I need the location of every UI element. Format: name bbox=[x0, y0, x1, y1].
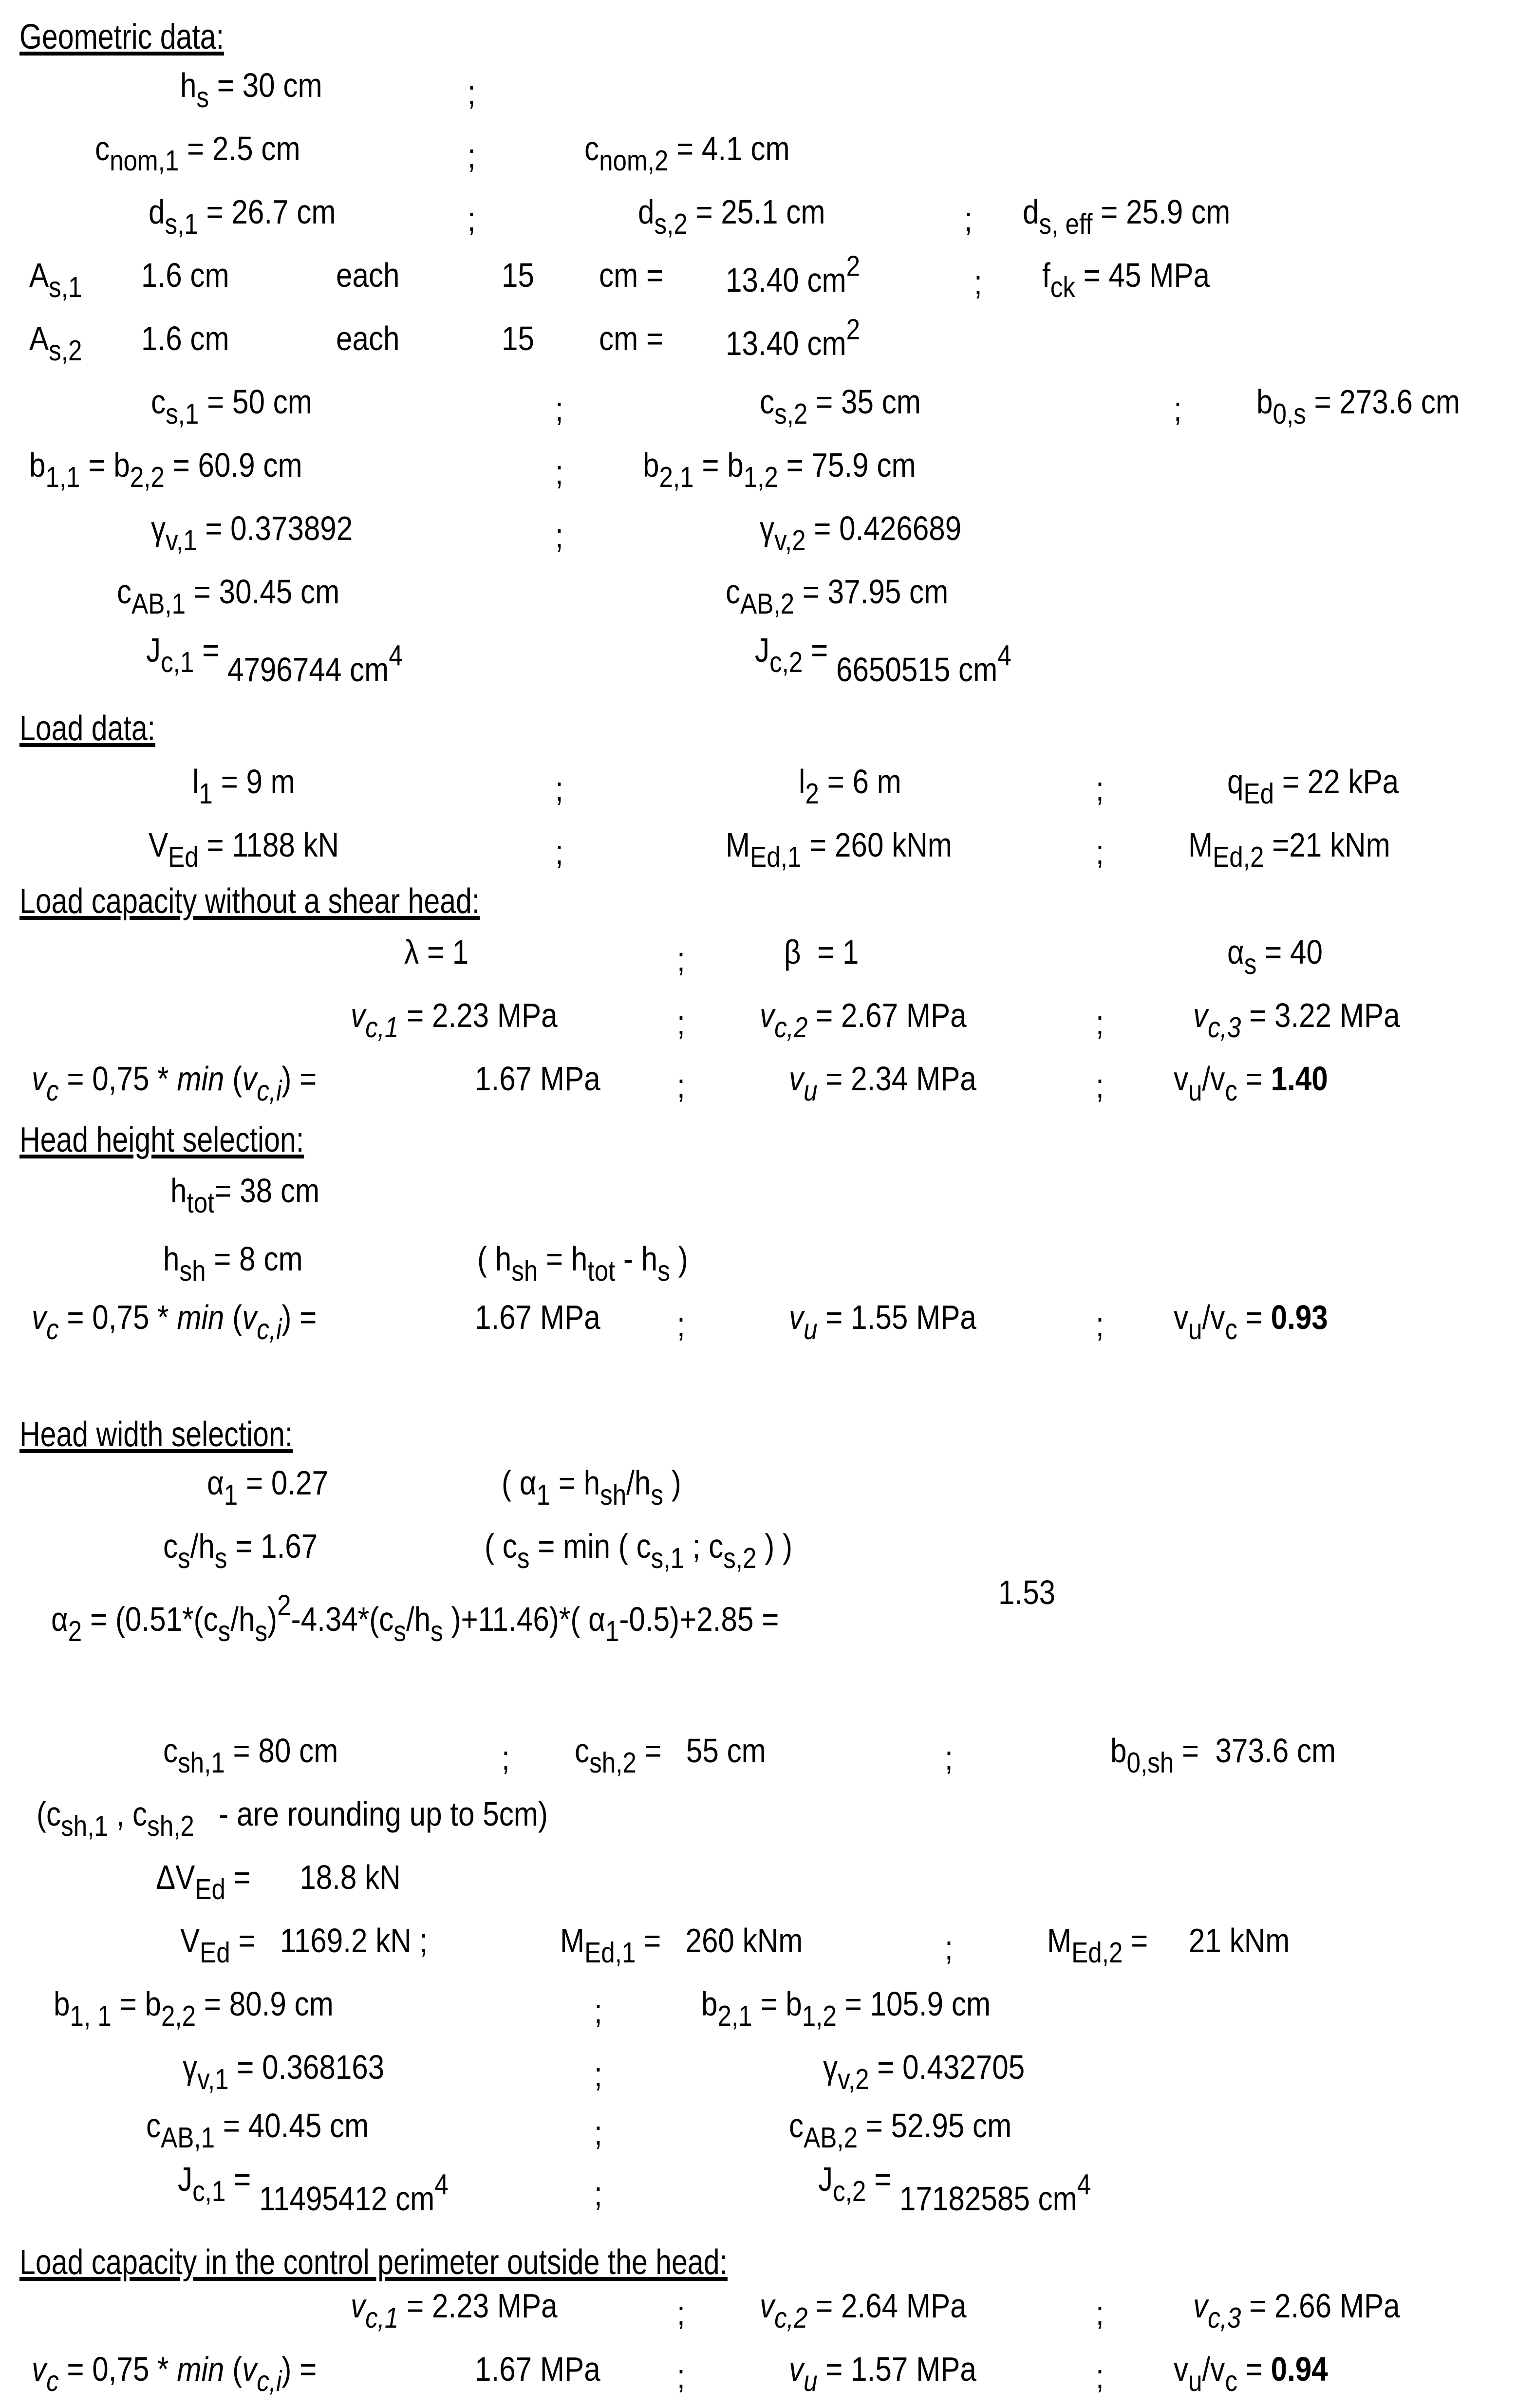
separator: ; bbox=[1096, 1004, 1104, 1042]
as1-each: each bbox=[336, 256, 400, 294]
separator: ; bbox=[594, 2175, 602, 2213]
alpha-s-value: $\alpha_s = 40$ bbox=[1227, 933, 1323, 980]
separator: ; bbox=[468, 74, 476, 112]
as2-area: 13.40 $cm^2$ bbox=[726, 313, 861, 362]
separator: ; bbox=[1174, 390, 1182, 428]
separator: ; bbox=[555, 770, 563, 808]
gamma-v2-head-value: $\gamma_{v,2} = 0.432705$ bbox=[823, 2048, 1025, 2095]
as2-label: $A_{s,2}$ bbox=[29, 319, 82, 367]
alpha1-formula: ( $\alpha_1 = h_{sh}/h_s$ ) bbox=[502, 1464, 681, 1511]
b11-head-value: $b_{1, 1} = b_{2,2} = 80.9$ cm bbox=[54, 1985, 334, 2032]
csh1-value: $c_{sh,1} = 80$ cm bbox=[163, 1732, 338, 1779]
lambda-value: λ = 1 bbox=[404, 933, 469, 971]
cab1-value: $c_{AB,1} = 30.45$ cm bbox=[117, 573, 340, 620]
separator: ; bbox=[1096, 2357, 1104, 2395]
jc1-head-value: $J_{c,1} = 11495412$ $cm^4$ bbox=[178, 2160, 449, 2218]
separator: ; bbox=[677, 1067, 685, 1105]
ved-value: $V_{Ed} = 1188$ kN bbox=[149, 826, 339, 873]
section-no-shear-head: Load capacity without a shear head: bbox=[19, 882, 480, 921]
beta-value: β = 1 bbox=[784, 933, 859, 971]
cs-formula: ( $c_s = \min$ ( $c_{s,1}$ ; $c_{s,2}$ ) ) bbox=[485, 1527, 793, 1574]
vc-result: 1.67 MPa bbox=[475, 1060, 600, 1098]
cab2-value: $c_{AB,2} = 37.95$ cm bbox=[726, 573, 949, 620]
separator: ; bbox=[1096, 1306, 1104, 1344]
cs2-value: $c_{s,2} = 35$ cm bbox=[760, 383, 921, 430]
separator: ; bbox=[677, 1306, 685, 1344]
vu-value: $v_u = 1.55$ MPa bbox=[789, 1298, 976, 1345]
vc-formula: $v_c = 0,75 * \min (v_{c,i})$ = bbox=[32, 1298, 317, 1345]
separator: ; bbox=[468, 137, 476, 175]
cs-hs-value: $c_s/h_s = 1.67$ bbox=[163, 1527, 318, 1574]
separator: ; bbox=[945, 1929, 953, 1967]
ratio-value: $v_u/v_c = 1.40$ bbox=[1174, 1060, 1328, 1107]
section-outside-head: Load capacity in the control perimeter outside the head: bbox=[19, 2243, 728, 2282]
b11-value: $b_{1,1} = b_{2,2} = 60.9$ cm bbox=[29, 446, 302, 493]
med2-value: $M_{Ed,2} =21$ kNm bbox=[1188, 826, 1390, 873]
separator: ; bbox=[1096, 2294, 1104, 2332]
separator: ; bbox=[555, 517, 563, 555]
vc1-value: $v_{c,1} = 2.23$ MPa bbox=[351, 996, 558, 1044]
vc2-outside-value: $v_{c,2} = 2.64$ MPa bbox=[760, 2287, 967, 2334]
separator: ; bbox=[974, 263, 982, 301]
vu-value: $v_u = 2.34$ MPa bbox=[789, 1060, 976, 1107]
rounding-note: ($c_{sh,1}$ , $c_{sh,2}$ - are rounding up to 5cm) bbox=[37, 1795, 548, 1842]
separator: ; bbox=[964, 200, 973, 238]
vc-formula: $v_c = 0,75 * \min (v_{c,i})$ = bbox=[32, 1060, 317, 1107]
as1-unit: cm = bbox=[599, 256, 664, 294]
separator: ; bbox=[594, 1992, 602, 2030]
gamma-v2-value: $\gamma_{v,2} = 0.426689$ bbox=[760, 509, 962, 557]
cs1-value: $c_{s,1} = 50$ cm bbox=[151, 383, 312, 430]
section-geometric-data: Geometric data: bbox=[19, 18, 225, 56]
hsh-value: $h_{sh} = 8$ cm bbox=[163, 1240, 303, 1287]
ratio-value: $v_u/v_c = 0.94$ bbox=[1174, 2350, 1328, 2397]
separator: ; bbox=[677, 940, 685, 978]
vc3-outside-value: $v_{c,3} = 2.66$ MPa bbox=[1193, 2287, 1400, 2334]
separator: ; bbox=[1096, 770, 1104, 808]
vc-result: 1.67 MPa bbox=[475, 2350, 600, 2388]
med1-value: $M_{Ed,1} = 260$ kNm bbox=[726, 826, 952, 873]
gamma-v1-head-value: $\gamma_{v,1} = 0.368163$ bbox=[183, 2048, 385, 2095]
separator: ; bbox=[677, 2294, 685, 2332]
vu-value: $v_u = 1.57$ MPa bbox=[789, 2350, 976, 2397]
cab1-head-value: $c_{AB,1} = 40.45$ cm bbox=[146, 2107, 369, 2154]
b0s-value: $b_{0,s} = 273.6$ cm bbox=[1256, 383, 1460, 430]
alpha2-formula: $\alpha_2 = (0.51*(c_s/h_s)^2-4.34*(c_s/h_s$ )+11.46)*( $\alpha_1-0.5)+2.85$ = bbox=[51, 1588, 779, 1647]
hsh-formula: ( $h_{sh} = h_{tot} - h_s$ ) bbox=[477, 1240, 688, 1287]
csh2-value: $c_{sh,2} = 55$ cm bbox=[575, 1732, 766, 1779]
separator: ; bbox=[1096, 1067, 1104, 1105]
as2-spacing: 15 bbox=[502, 319, 534, 357]
section-head-height: Head height selection: bbox=[19, 1120, 304, 1159]
vc3-value: $v_{c,3} = 3.22$ MPa bbox=[1193, 996, 1400, 1044]
med2-value: $M_{Ed,2}$ = 21 kNm bbox=[1047, 1922, 1290, 1969]
ds1-value: $d_{s,1} = 26.7$ cm bbox=[149, 193, 336, 240]
separator: ; bbox=[594, 2055, 602, 2093]
ved-reduced-value: $V_{Ed} = 1169.2$ kN ; bbox=[180, 1922, 428, 1969]
separator: ; bbox=[677, 2357, 685, 2395]
ds2-value: $d_{s,2} = 25.1$ cm bbox=[638, 193, 825, 240]
separator: ; bbox=[1096, 833, 1104, 871]
separator: ; bbox=[594, 2114, 602, 2152]
as2-unit: cm = bbox=[599, 319, 664, 357]
as1-spacing: 15 bbox=[502, 256, 534, 294]
htot-value: $h_{tot}= 38$ cm bbox=[170, 1172, 320, 1219]
as2-diameter: 1.6 cm bbox=[141, 319, 229, 357]
b21-value: $b_{2,1} = b_{1,2} = 75.9$ cm bbox=[643, 446, 916, 493]
b21-head-value: $b_{2,1} = b_{1,2} = 105.9$ cm bbox=[701, 1985, 991, 2032]
jc2-value: $J_{c,2} = 6650515$ $cm^4$ bbox=[755, 631, 1011, 689]
ratio-value: $v_u/v_c = 0.93$ bbox=[1174, 1298, 1328, 1345]
separator: ; bbox=[468, 200, 476, 238]
qed-value: $q_{Ed} = 22$ kPa bbox=[1227, 763, 1399, 810]
gamma-v1-value: $\gamma_{v,1} = 0.373892$ bbox=[151, 509, 353, 557]
delta-ved-value: $\Delta V_{Ed}$ = 18.8 kN bbox=[156, 1858, 401, 1905]
med1-value: $M_{Ed,1} = 260$ kNm bbox=[560, 1922, 803, 1969]
l1-value: $l_1 = 9$ m bbox=[192, 763, 295, 810]
separator: ; bbox=[555, 453, 563, 491]
vc1-outside-value: $v_{c,1} = 2.23$ MPa bbox=[351, 2287, 558, 2334]
section-load-data: Load data: bbox=[19, 709, 156, 748]
alpha1-value: $\alpha_1 = 0.27$ bbox=[207, 1464, 329, 1511]
cab2-head-value: $c_{AB,2} = 52.95$ cm bbox=[789, 2107, 1012, 2154]
separator: ; bbox=[502, 1739, 510, 1777]
separator: ; bbox=[555, 390, 563, 428]
as1-area: 13.40 $cm^2$ bbox=[726, 249, 861, 299]
section-head-width: Head width selection: bbox=[19, 1415, 293, 1454]
l2-value: $l_2 = 6$ m bbox=[799, 763, 901, 810]
alpha2-result: 1.53 bbox=[998, 1573, 1056, 1611]
jc2-head-value: $J_{c,2} = 17182585$ $cm^4$ bbox=[818, 2160, 1091, 2218]
fck-value: $f_{ck} = 45$ MPa bbox=[1042, 256, 1210, 303]
as1-label: $A_{s,1}$ bbox=[29, 256, 82, 303]
vc-result: 1.67 MPa bbox=[475, 1298, 600, 1336]
jc1-value: $J_{c,1} = 4796744$ $cm^4$ bbox=[146, 631, 403, 689]
cnom2-value: $c_{nom,2} = 4.1$ cm bbox=[584, 130, 790, 177]
as1-diameter: 1.6 cm bbox=[141, 256, 229, 294]
hs-value: $h_s = 30$ cm bbox=[180, 66, 322, 113]
as2-each: each bbox=[336, 319, 400, 357]
vc2-value: $v_{c,2} = 2.67$ MPa bbox=[760, 996, 967, 1044]
separator: ; bbox=[677, 1004, 685, 1042]
dseff-value: $d_{s, eff} = 25.9$ cm bbox=[1023, 193, 1231, 240]
b0sh-value: $b_{0,sh} = 373.6$ cm bbox=[1110, 1732, 1336, 1779]
cnom1-value: $c_{nom,1} = 2.5$ cm bbox=[95, 130, 300, 177]
separator: ; bbox=[555, 833, 563, 871]
separator: ; bbox=[945, 1739, 953, 1777]
vc-formula: $v_c = 0,75 * \min (v_{c,i})$ = bbox=[32, 2350, 317, 2397]
